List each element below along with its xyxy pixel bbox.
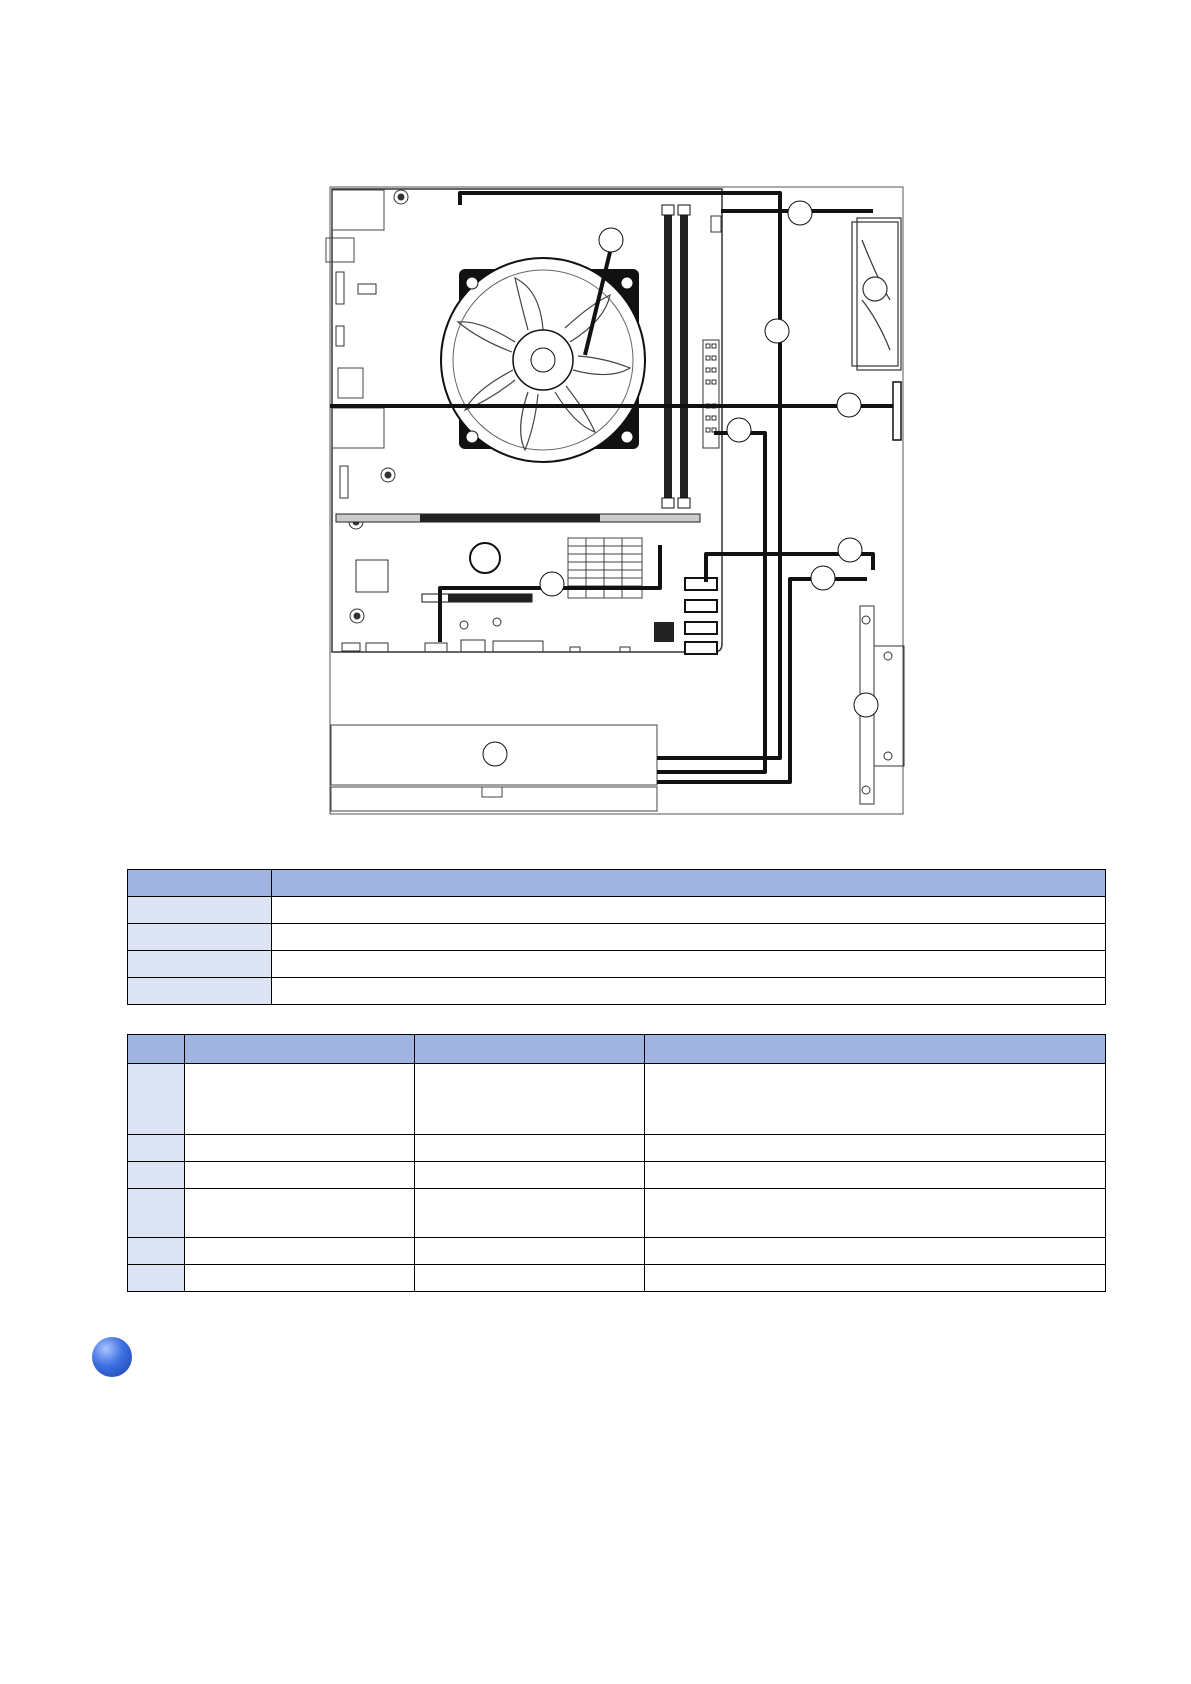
- table-cell: [272, 978, 1106, 1005]
- table-cell: [272, 924, 1106, 951]
- callout-7: [811, 566, 835, 590]
- table-cell: [272, 897, 1106, 924]
- table-cell: [128, 1064, 185, 1135]
- cmos-battery: [470, 543, 500, 573]
- table-cell: [645, 1064, 1106, 1135]
- table-cell: [415, 1064, 645, 1135]
- callout-8: [540, 572, 564, 596]
- summary-table: [127, 869, 1106, 1005]
- callout-1: [599, 228, 623, 252]
- table-cell: [645, 1189, 1106, 1238]
- connection-table: [127, 1034, 1106, 1292]
- callout-3: [765, 319, 789, 343]
- io-port-1: [332, 190, 384, 230]
- table-row: [128, 1162, 1106, 1189]
- table-cell: [128, 1265, 185, 1292]
- summary-table-header-cell: [128, 870, 272, 897]
- table-row: [128, 951, 1106, 978]
- connection-table-header: [128, 1035, 1106, 1064]
- callout-10: [483, 742, 507, 766]
- cpu-fan-hub: [513, 330, 573, 390]
- callout-2: [788, 201, 812, 225]
- table-cell: [128, 951, 272, 978]
- table-cell: [185, 1135, 415, 1162]
- fan-header-top: [711, 216, 721, 232]
- table-cell: [272, 951, 1106, 978]
- table-cell: [415, 1189, 645, 1238]
- io-port-3: [338, 368, 363, 398]
- table-row: [128, 1189, 1106, 1238]
- callout-5: [727, 418, 751, 442]
- table-cell: [185, 1162, 415, 1189]
- callout-4: [837, 393, 861, 417]
- table-cell: [185, 1238, 415, 1265]
- table-cell: [645, 1135, 1106, 1162]
- table-row: [128, 1064, 1106, 1135]
- table-row: [128, 897, 1106, 924]
- table-cell: [415, 1162, 645, 1189]
- chip-square: [356, 560, 388, 592]
- table-row: [128, 978, 1106, 1005]
- table-cell: [128, 924, 272, 951]
- table-cell: [128, 897, 272, 924]
- motherboard-cable-diagram: [0, 0, 1191, 830]
- table-cell: [128, 1238, 185, 1265]
- system-fan: [852, 218, 901, 370]
- header-small: [358, 284, 376, 294]
- header-left-1: [336, 272, 344, 304]
- ram-slot-2: [680, 210, 688, 505]
- connection-table-header-cell: [128, 1035, 185, 1064]
- header-left-3: [340, 466, 348, 498]
- connection-table-header-cell: [415, 1035, 645, 1064]
- table-cell: [415, 1135, 645, 1162]
- table-row: [128, 924, 1106, 951]
- connection-table-header-cell: [185, 1035, 415, 1064]
- summary-table-header-cell: [272, 870, 1106, 897]
- table-cell: [645, 1265, 1106, 1292]
- table-cell: [128, 1135, 185, 1162]
- table-cell: [128, 1189, 185, 1238]
- connection-table-header-cell: [645, 1035, 1106, 1064]
- lan-port: [654, 622, 674, 642]
- table-cell: [185, 1189, 415, 1238]
- table-row: [128, 1238, 1106, 1265]
- table-cell: [185, 1265, 415, 1292]
- table-row: [128, 1265, 1106, 1292]
- callout-6: [838, 538, 862, 562]
- table-cell: [185, 1064, 415, 1135]
- table-cell: [645, 1238, 1106, 1265]
- table-cell: [415, 1265, 645, 1292]
- rear-bracket: [893, 382, 901, 440]
- header-left-2: [336, 326, 344, 346]
- io-port-4: [332, 408, 384, 448]
- table-cell: [645, 1162, 1106, 1189]
- sata-ports: [685, 578, 717, 654]
- note-circle-icon: [92, 1337, 132, 1377]
- ram-slot-1: [664, 210, 672, 505]
- bottom-headers: [342, 640, 630, 652]
- callout-9: [854, 693, 878, 717]
- table-cell: [128, 1162, 185, 1189]
- table-cell: [128, 978, 272, 1005]
- table-row: [128, 1135, 1106, 1162]
- summary-table-header: [128, 870, 1106, 897]
- table-cell: [415, 1238, 645, 1265]
